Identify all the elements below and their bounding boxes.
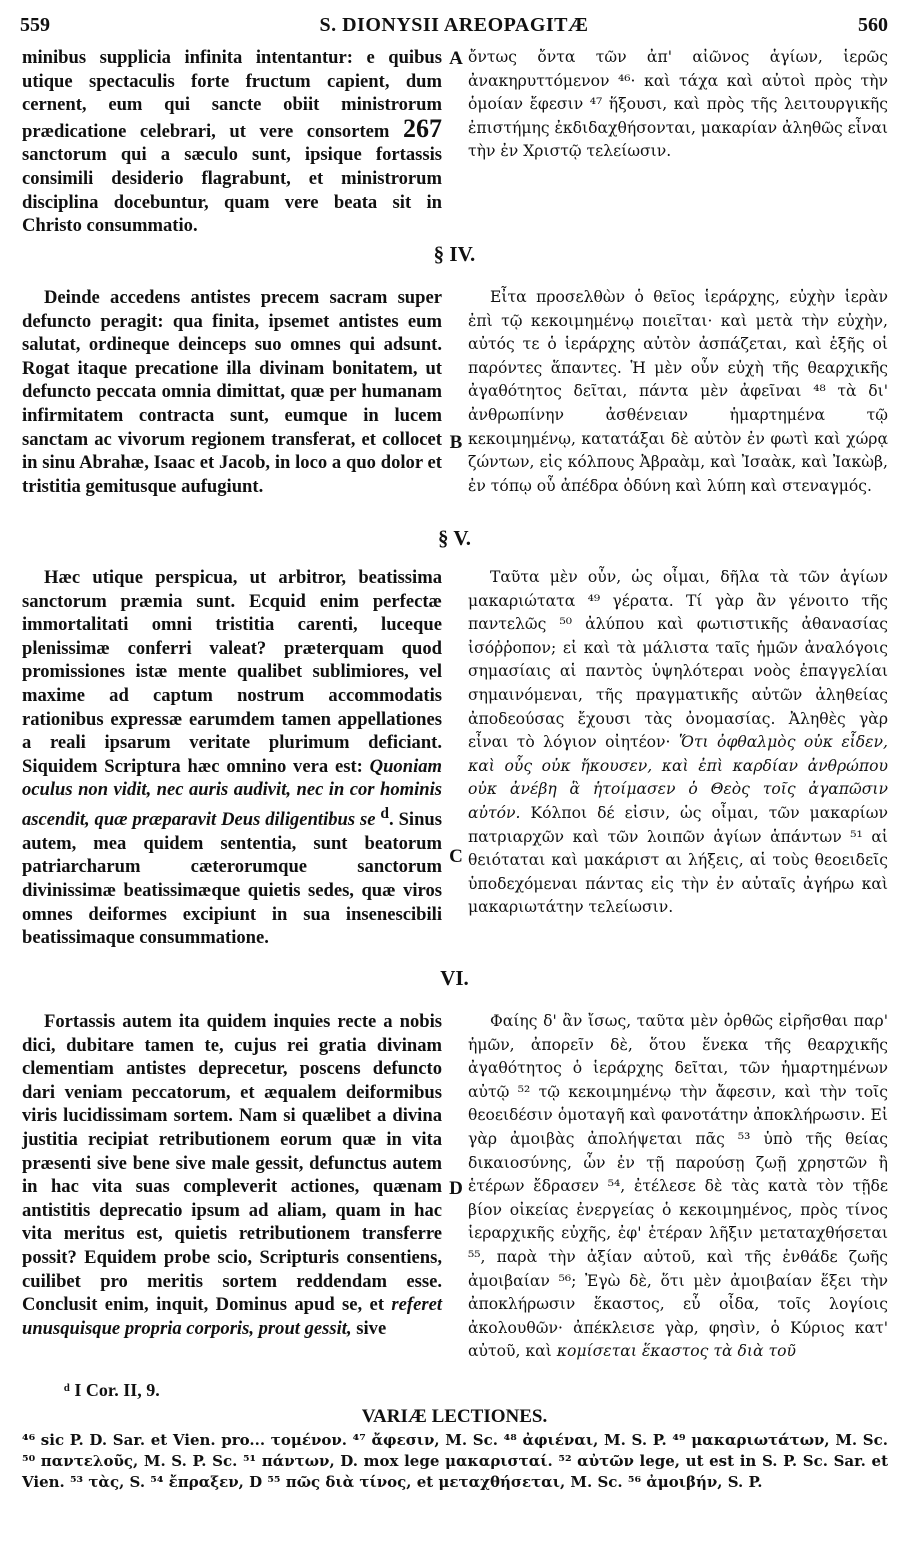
margin-letter-b: B (449, 432, 463, 453)
margin-letter-d: D (449, 1178, 463, 1199)
page-header (20, 14, 888, 40)
variae-lectiones-title: VARIÆ LECTIONES. (361, 1406, 548, 1427)
greek-text: Φαίης δ' ἂν ἴσως, ταῦτα μὲν ὀρθῶς εἰρῆσθαι παρ' ἡμῶν, ἀπορεῖν δὲ, ὅτου ἕνεκα τῆς θεαρχικῆς ἀγαθότητος ὁ ἱεράρχης δεῖται, τῶν ἡμαρτημένων αὐτῷ ⁵² τῷ κεκοιμημένῳ τὴν ἄφεσιν, καὶ τὴν τοῖς θεοειδέσιν ὁμοταγῆ καὶ φανοτάτην ἀποκλήρωσιν. Εἰ γὰρ ἀμοιβὰς ἀπολήψεται πᾶς ⁵³ ὑπὸ τῆς θείας δικαιοσύνης, ὧν ἐν τῇ παρούσῃ ζωῇ χρηστῶν ἢ ἑτέρων ἔδρασεν ⁵⁴, ἐτέλεσε δὲ τὰς κατὰ τὸν τῇδε βίον οἰκείας ἐνεργείας ὁ κεκοιμημένος, πρὸς τίνος ἱεραρχικῆς εὐχῆς, ἐφ' ἑτέραν λῆξιν μεταταχθήσεται ⁵⁵, παρὰ τὴν ἀξίαν αὐτοῦ, καὶ τῆς ἐνθάδε ζωῆς ἀμοιβαίαν ⁵⁶; Ἐγὼ δὲ, ὅτι μὲν ἀμοιβαίαν ἕξει τὴν ἀποκλήρωσιν ἕκαστος, εὖ οἶδα, τοῖς λογίοις ἀκολουθῶν· ἀπέκλεισε γὰρ, φησὶν, ὁ Κύριος κατ' αὐτοῦ, καὶ (468, 1012, 888, 1361)
scripture-quote: Ὅτι ὀφθαλμὸς οὐκ εἶδεν, καὶ οὖς οὐκ ἤκουσεν, καὶ ἐπὶ καρδίαν ἀνθρώπου οὐκ ἀνέβη ἃ ἡτοίμασεν ὁ Θεὸς τοῖς ἀγαπῶσιν αὐτόν. (468, 733, 888, 822)
greek-text: ὄντως ὄντα τῶν ἀπ' αἰῶνος ἁγίων, ἱερῶς ἀνακηρυττόμενον ⁴⁶· καὶ τάχα καὶ αὐτοὶ πρὸς τὴν ὁμοίαν ἔφεσιν ⁴⁷ ἥξουσι, καὶ πρὸς τῆς λειτουργικῆς ἐπιστήμης ἐκδιδαχθήσονται, μακαρίαν ἀληθῶς εἶναι τὴν ἐν Χριστῷ τελείωσιν. (468, 48, 888, 161)
latin-text: Fortassis autem ita quidem inquies recte a nobis dici, dubitare tamen te, cujus rei gratia divinam clementiam antistes deprecetur, poscens defuncto dari veniam peccatorum, et æqualem deiformibus viris lucidissimam sortem. Nam si quælibet a divina justitia recipiat retributionem eorum quæ in vita præsenti sive bene sive male gessit, defunctus autem in hac vita suas compleverit actiones, quænam antistitis deprecatio ipsum ad aliam, quam in hac vita meritus est, quietis retributionem transferre possit? Equidem probe scio, Scripturis consentiens, cuilibet pro meritis sortem reddendam esse. Conclusit enim, inquit, Dominus apud se, et (22, 1011, 442, 1316)
footnote: ᵈ I Cor. II, 9. (64, 1380, 160, 1400)
latin-text: Deinde accedens antistes precem sacram super defuncto peragit: qua finita, ipsemet antistes eum salutat, ordineque deinceps suo omnes qui adsunt. Rogat itaque precatione illa divinam bonitatem, ut defuncto peccata omnia dimittat, quæ per humanam infirmitatem contracta sunt, eumque in lucem sanctam ac vivorum regionem transferat, et collocet in sinu Abrahæ, Isaac et Jacob, in loco a quo dolor et tristitia gemitusque aufugiunt. (22, 287, 442, 497)
greek-column-block-1 (468, 46, 888, 164)
section-heading-v: § V. (437, 526, 472, 550)
margin-letter-c: C (449, 846, 463, 867)
latin-column-block-3 (22, 566, 442, 950)
section-heading-vi: VI. (440, 966, 469, 990)
greek-text: Ταῦτα μὲν οὖν, ὡς οἶμαι, δῆλα τὰ τῶν ἁγίων μακαριώτατα ⁴⁹ γέρατα. Τί γὰρ ἂν γένοιτο τῆς παντελῶς ⁵⁰ ἀλύπου καὶ φωτιστικῆς ἀθανασίας ἰσόῤῥοπον; εἰ καὶ τὰ μάλιστα ταῖς ἡμῶν ἀναλόγοις σημασίαις αἱ παντὸς ὑψηλότεραι νοὸς ἐπαγγελίαι σημαινόμεναι, τῆς πραγματικῆς αὐτῶν ἀληθείας ἀποδεούσας ἔχουσι τὰς ὀνομασίας. Ἀληθὲς γὰρ εἶναι τὸ λόγιον οἰητέον· (468, 568, 888, 752)
greek-text: Εἶτα προσελθὼν ὁ θεῖος ἱεράρχης, εὐχὴν ἱερὰν ἐπὶ τῷ κεκοιμημένῳ ποιεῖται· καὶ μετὰ τὴν εὐχὴν, αὐτός τε ὁ ἱεράρχης αὐτὸν ἀσπάζεται, καὶ ἑξῆς οἱ παρόντες ἅπαντες. Ἡ μὲν οὖν εὐχὴ τῆς θεαρχικῆς ἀγαθότητος δεῖται, πάντα μὲν ἀφεῖναι ⁴⁸ τὰ δι' ἀνθρωπίνην ἀσθένειαν ἡμαρτημένα τῷ κεκοιμημένῳ, κατατάξαι δὲ αὐτὸν ἐν φωτὶ καὶ χώρᾳ ζώντων, εἰς κόλπους Ἀβραὰμ, καὶ Ἰσαὰκ, καὶ Ἰακὼβ, ἐν τόπῳ οὗ ἀπέδρα ὀδύνη καὶ λύπη καὶ στεναγμός. (468, 288, 888, 495)
section-heading-iv: § IV. (433, 242, 476, 266)
margin-letter-a: A (449, 48, 463, 69)
scripture-quote: Quoniam oculus non vidit, nec auris audivit, nec in cor hominis ascendit, quæ præparavit Deus diligentibus se (22, 755, 442, 831)
greek-text: Κόλποι δέ εἰσιν, ὡς οἶμαι, τῶν μακαρίων πατριαρχῶν καὶ τῶν λοιπῶν ἁγίων ἁπάντων ⁵¹ αἱ θειόταται καὶ μακάριστ αι λήξεις, αἱ τοὺς θεοειδεῖς ὑποδεχόμεναι πάντας εἰς τὴν ἐν αὐταῖς ἀγήρω καὶ μακαριωτάτην τελείωσιν. (468, 803, 888, 917)
greek-column-block-4 (468, 1010, 888, 1364)
running-title: S. DIONYSII AREOPAGITÆ (319, 14, 589, 36)
latin-column-block-2 (22, 286, 442, 498)
latin-column-block-1 (22, 46, 442, 238)
latin-text: sive (356, 1317, 387, 1339)
latin-text: Hæc utique perspicua, ut arbitror, beatissima sanctorum præmia sunt. Ecquid enim perfectæ immortalitati omni tristitia carenti, luceque plenissimæ conferri valeat? præterquam quod promissiones istæ mente qualibet sublimiores, vel maxime ad captum nostrum accommodatis rationibus expressæ earumdem tamen appellationes a reali ipsarum veritate plurimum deficiant. Siquidem Scriptura hæc omnino vera est: (22, 567, 442, 777)
latin-text: minibus supplicia infinita intentantur: e quibus utique spectaculis forte fructum capient, dum cernent, eum qui sancte obiit ministrorum prædicatione celebrari, ut vere consortem (22, 47, 442, 142)
note-marker: d (380, 804, 390, 822)
greek-column-block-3 (468, 566, 888, 920)
latin-text: sanctorum qui a sæculo sunt, ipsique fortassis consimili desiderio flagrabunt, et ministrorum disciplina docebuntur, quam vere beata sit in Christo consummatio. (22, 144, 442, 237)
latin-column-block-4 (22, 1010, 442, 1340)
scripture-quote: κομίσεται ἕκαστος τὰ διὰ τοῦ (556, 1342, 796, 1361)
scripture-quote: referet unusquisque propria corporis, prout gessit, (22, 1294, 442, 1339)
greek-column-block-2 (468, 286, 888, 498)
latin-text: . Sinus autem, mea quidem sententia, sunt beatorum patriarcharum cæterorumque sanctorum divinissimæ beatissimæque quietis sedes, quæ viros omnes deiformes excipiunt in sua insenescibili beatissimaque consummatione. (22, 809, 442, 949)
page-number-right: 560 (858, 14, 888, 36)
variae-lectiones-text: ⁴⁶ sic P. D. Sar. et Vien. pro... τομένον. ⁴⁷ ἄφεσιν, M. Sc. ⁴⁸ ἀφιέναι, M. S. P. ⁴⁹ μακαριωτάτων, M. Sc. ⁵⁰ παντελοῦς, M. S. P. Sc. ⁵¹ πάντων, D. mox lege μακαρισταί. ⁵² αὐτῶν lege, ut est in S. P. Sc. Sar. et Vien. ⁵³ τὰς, S. ⁵⁴ ἔπραξεν, D ⁵⁵ πῶς διὰ τίνος, et μεταχθήσεται, M. Sc. ⁵⁶ ἀμοιβήν, S. P. (22, 1431, 888, 1491)
column-number: 267 (403, 113, 442, 143)
page-number-left: 559 (20, 14, 50, 36)
